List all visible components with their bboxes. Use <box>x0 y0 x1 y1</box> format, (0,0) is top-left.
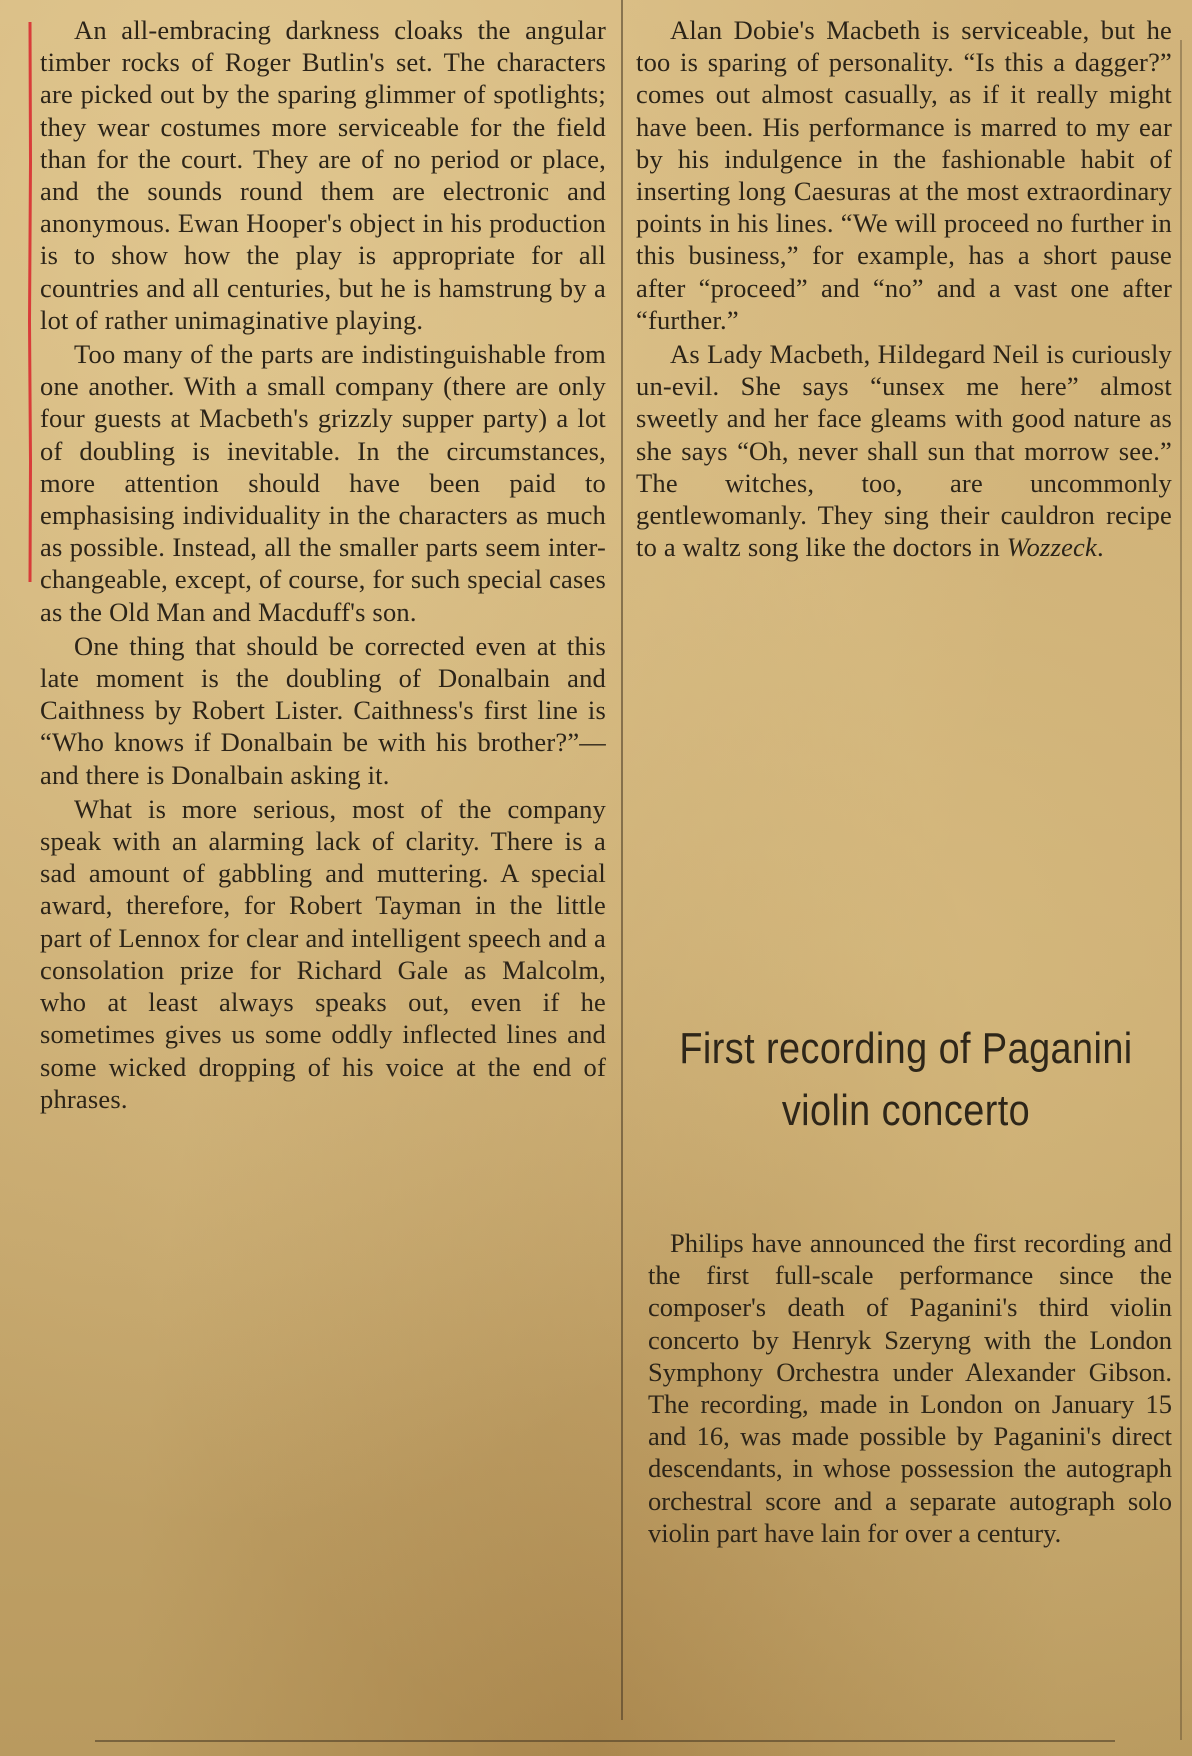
review-column-left <box>40 14 606 1674</box>
bottom-rule <box>95 1740 1115 1742</box>
review-paragraph-5: Alan Dobie's Macbeth is serviceable, but he too is sparing of personality. “Is this a dagger?” comes out almost casually, as if it really might have been. His performance is marred to my ear by his indulgence in the fashionable habit of inserting long Caesuras at the most extraordinary points in his lines. “We will proceed no further in this business,” for example, has a short pause after “proceed” and “no” and a vast one after “further.” <box>636 15 1172 335</box>
news-article <box>648 1227 1172 1549</box>
review-paragraph-4: What is more serious, most of the company speak with an alarming lack of clarity. There is a sad amount of gabbling and muttering. A special award, therefore, for Robert Tayman in the little part of Lennox for clear and intelligent speech and a consolation prize for Richard Gale as Malcolm, who at least always speaks out, even if he sometimes gives us some oddly inflected lines and some wicked dropping of his voice at the end of phrases. <box>40 793 606 1114</box>
review-paragraph-6 <box>636 338 1172 563</box>
review-paragraph-6-text: As Lady Macbeth, Hildegard Neil is curiously un-evil. She says “unsex me here” almost sweetly and her face gleams with good nature as she says “Oh, never shall sun that morrow see.” The witches, too, are uncommonly gentlewomanly. They sing their cauldron recipe to a waltz song like the doctors in <box>636 339 1172 563</box>
review-paragraph-3: One thing that should be corrected even at this late moment is the doubling of Donalbain and Caithness by Robert Lister. Caithness's first line is “Who knows if Donalbain be with his brother?”—and there is Donalbain asking it. <box>40 630 606 790</box>
edge-rule <box>1180 40 1182 1740</box>
news-headline: First recording of Paganini violin concerto <box>679 1024 1133 1135</box>
column-rule <box>621 0 623 1720</box>
red-margin-mark <box>28 22 32 582</box>
news-body: Philips have announced the first recording and the first full-scale performance since the composer's death of Paganini's third violin concerto by Henryk Szeryng with the London Symphony Orchestra under Alexander Gibson. The recording, made in London on January 15 and 16, was made possible by Paganini's direct descendants, in whose possession the autograph orchestral score and a separate autograph solo violin part have lain for over a century. <box>648 1228 1172 1548</box>
review-paragraph-1: An all-embracing darkness cloaks the angular timber rocks of Roger Butlin's set. The characters are picked out by the sparing glimmer of spotlights; they wear costumes more serviceable for the field than for the court. They are of no period or place, and the sounds round them are electronic and anonymous. Ewan Hooper's object in his production is to show how the play is appropriate for all countries and all centuries, but he is hamstrung by a lot of rather unimaginative playing. <box>40 15 606 335</box>
review-paragraph-2: Too many of the parts are indistinguishable from one another. With a small company (there are only four guests at Macbeth's grizzly supper party) a lot of doubling is inevitable. In the circumstances, more attention should have been paid to emphasising individuality in the characters as much as possible. Instead, all the smaller parts seem inter-changeable, except, of course, for such special cases as the Old Man and Macduff's son. <box>40 339 606 627</box>
review-paragraph-6-end: . <box>1096 532 1104 563</box>
opera-title: Wozzeck <box>1006 532 1097 563</box>
